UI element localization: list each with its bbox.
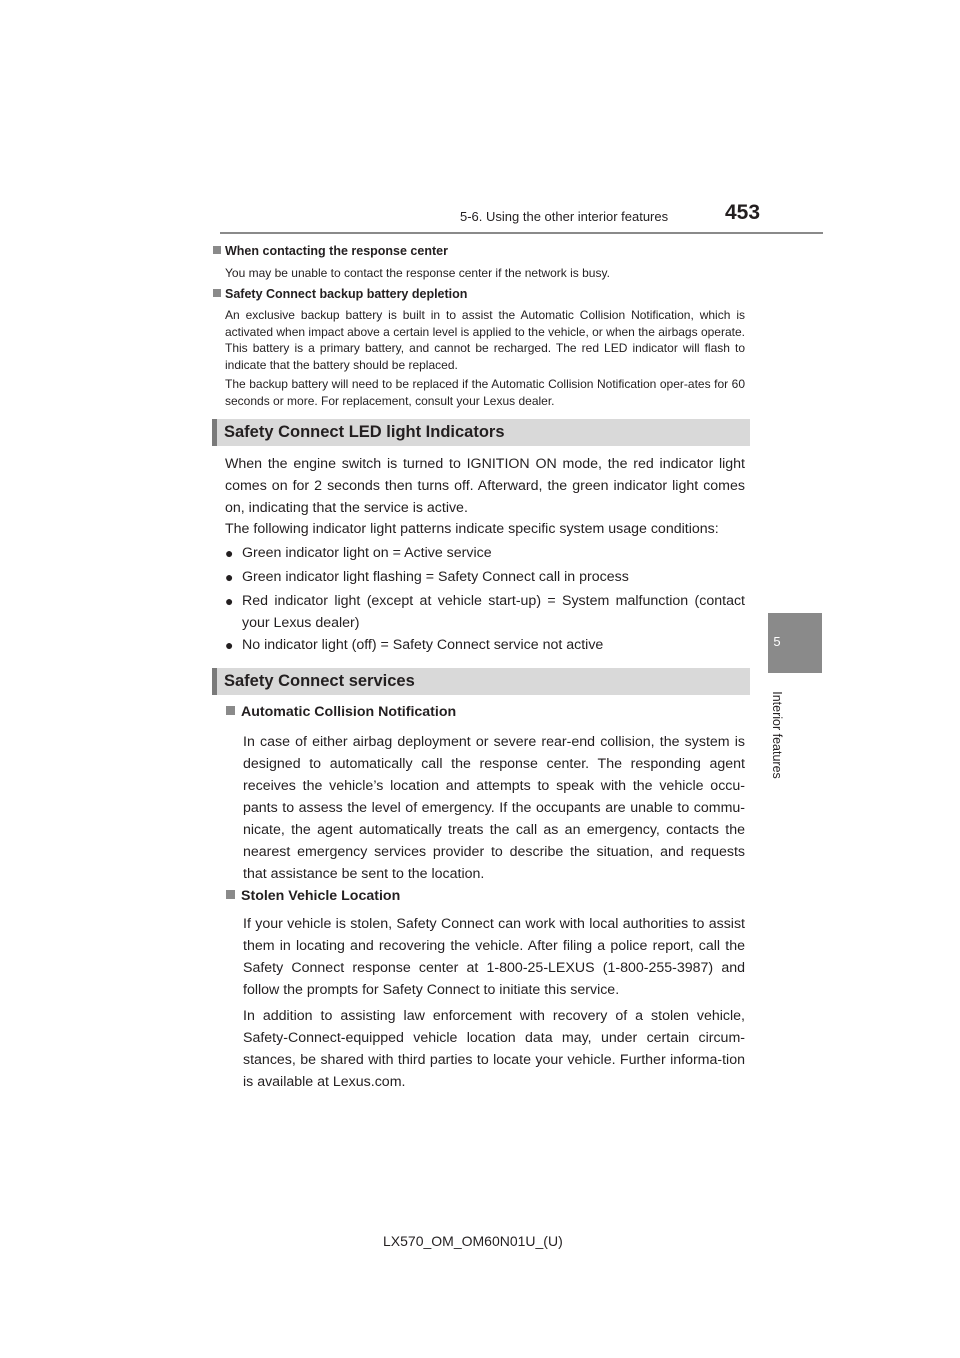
note-text: You may be unable to contact the response center if the network is busy.: [225, 266, 610, 280]
section-title: Safety Connect services: [224, 672, 415, 690]
chapter-tab-label: Interior features: [770, 691, 784, 779]
section-header-services: [212, 668, 750, 695]
bullet-dot-icon: ●: [225, 545, 234, 561]
square-bullet-icon: [213, 289, 221, 297]
bullet-dot-icon: ●: [225, 593, 234, 609]
header-rule: [220, 232, 823, 234]
chapter-tab-number: 5: [773, 634, 781, 649]
body-paragraph: If your vehicle is stolen, Safety Connect can work with local authorities to assist them in locating and recovering the vehicle. After filing a police report, call the Safety Connect response center at 1-800-25-LEXUS (1-800-255-3987) and follow the prompts for Safety Connect to initiate this service.: [243, 916, 745, 998]
subheading-stolen-vehicle-location: Stolen Vehicle Location: [226, 888, 400, 904]
bullet-dot-icon: ●: [225, 569, 234, 585]
page-number: 453: [725, 201, 761, 224]
square-bullet-icon: [213, 246, 221, 254]
note-heading-response-center: When contacting the response center: [213, 244, 448, 258]
section-header-led-indicators: [212, 419, 750, 446]
list-item: ● Red indicator light (except at vehicle start-up) = System malfunction (contact your Lexus dealer): [225, 590, 745, 634]
list-item: ● Green indicator light on = Active service: [225, 542, 745, 564]
document-code-footer: LX570_OM_OM60N01U_(U): [383, 1233, 563, 1249]
subheading-automatic-collision-notification: Automatic Collision Notification: [226, 704, 456, 720]
square-bullet-icon: [226, 706, 235, 715]
bullet-dot-icon: ●: [225, 637, 234, 653]
square-bullet-icon: [226, 890, 235, 899]
note-text: The backup battery will need to be replaced if the Automatic Collision Notification oper-ates for 60 seconds or more. For replacement, consult your Lexus dealer.: [225, 377, 745, 408]
body-paragraph: The following indicator light patterns indicate specific system usage conditions:: [225, 521, 719, 537]
body-paragraph: When the engine switch is turned to IGNITION ON mode, the red indicator light comes on for 2 seconds then turns off. Afterward, the green indicator light comes on, indicating that the service is active.: [225, 456, 745, 516]
list-item: ● Green indicator light flashing = Safety Connect call in process: [225, 566, 745, 588]
running-header-section: 5-6. Using the other interior features: [460, 209, 669, 224]
note-text: An exclusive backup battery is built in to assist the Automatic Collision Notification, which is activated when impact above a certain level is applied to the vehicle, or when the airbags operate. This battery is a primary battery, and cannot be recharged. The red LED indicator will flash to indicate that the battery should be replaced.: [225, 308, 745, 372]
body-paragraph: In addition to assisting law enforcement with recovery of a stolen vehicle, Safety-Connect-equipped vehicle location data may, under certain circum-stances, be shared with third parties to locate your vehicle. Further informa-tion is available at Lexus.com.: [243, 1008, 745, 1090]
list-item: ● No indicator light (off) = Safety Connect service not active: [225, 634, 745, 656]
note-heading-backup-battery: Safety Connect backup battery depletion: [213, 287, 467, 301]
body-paragraph: In case of either airbag deployment or severe rear-end collision, the system is designed to automatically call the response center. The responding agent receives the vehicle’s location and attempts to speak with the vehicle occu-pants to assess the level of emergency. If the occupants are unable to commu-nicate, the agent automatically treats the call as an emergency, contacts the nearest emergency services provider to describe the situation, and requests that assistance be sent to the location.: [243, 734, 745, 882]
section-title: Safety Connect LED light Indicators: [224, 423, 505, 441]
